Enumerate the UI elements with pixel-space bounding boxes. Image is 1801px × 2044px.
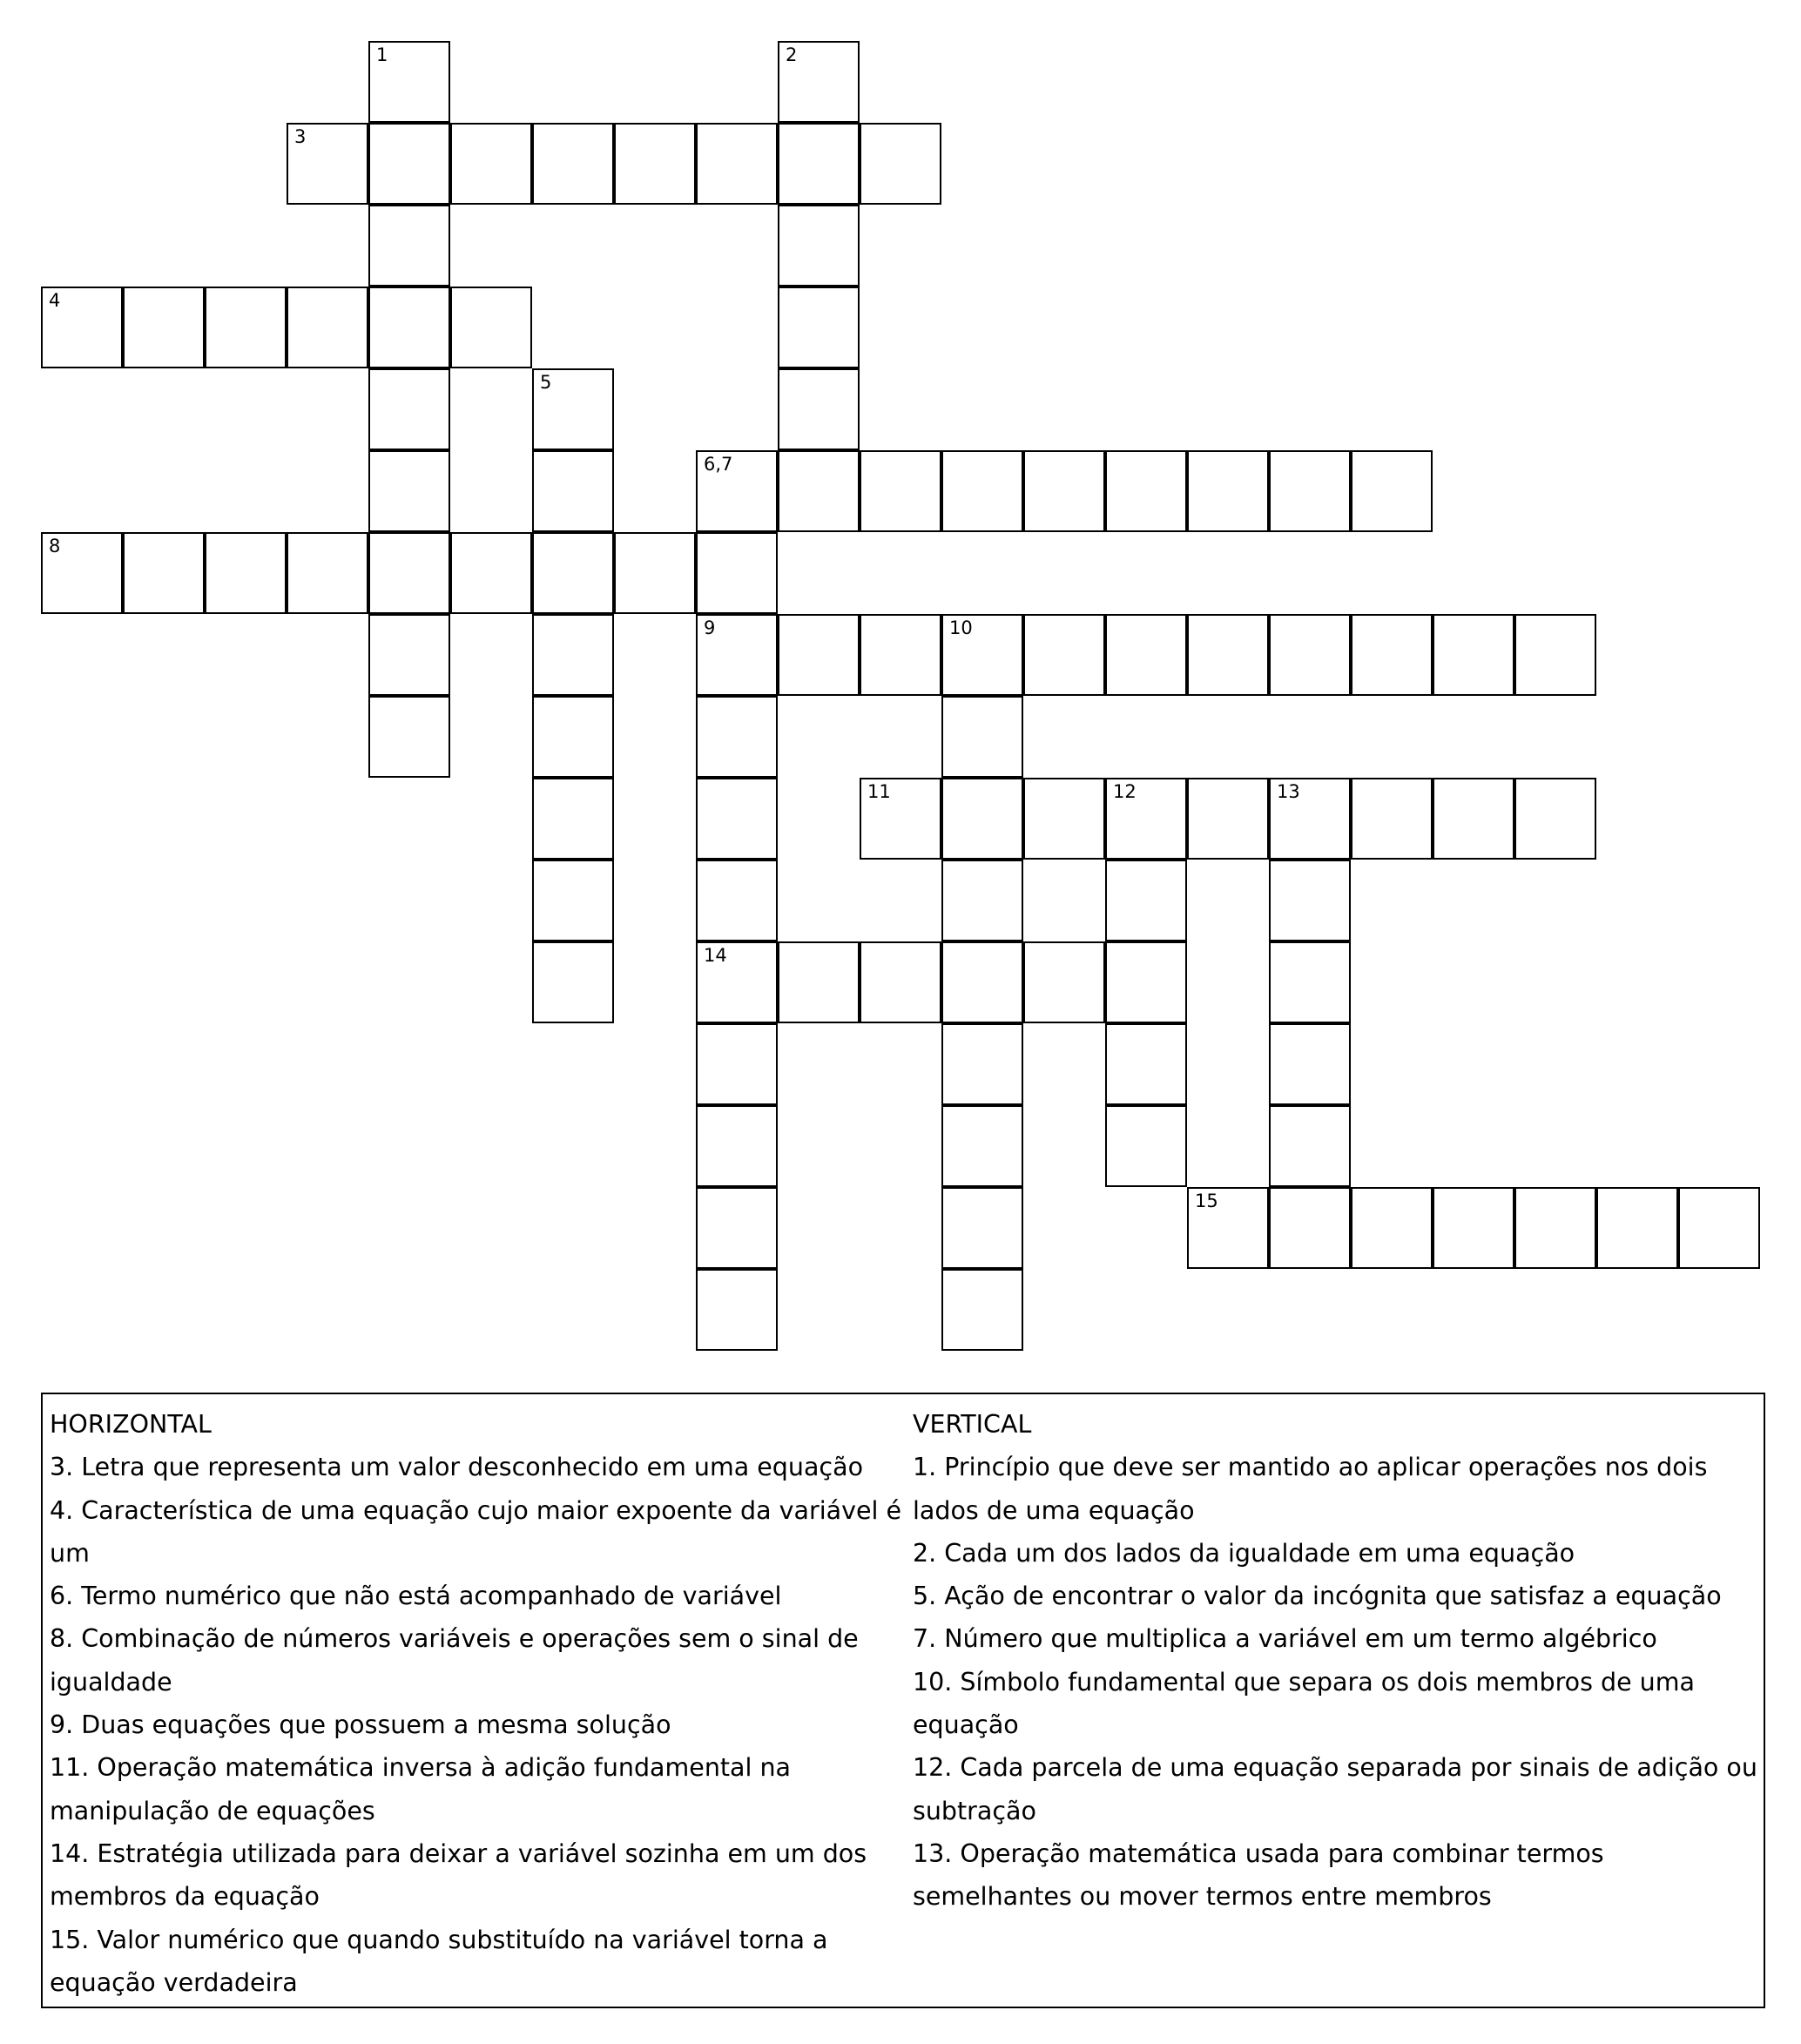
clue-number: 11 [867, 781, 891, 802]
clue-number: 12 [1113, 781, 1137, 802]
clue-4-across: 4. Característica de uma equação cujo maior expoente da variável é um [50, 1495, 902, 1568]
crossword-cell[interactable] [778, 368, 860, 450]
crossword-cell[interactable] [1269, 450, 1351, 532]
crossword-cell[interactable] [1105, 860, 1187, 941]
crossword-cell[interactable] [778, 41, 860, 123]
crossword-cell[interactable] [1269, 1105, 1351, 1187]
crossword-cell[interactable] [696, 696, 778, 778]
clue-15-across: 15. Valor numérico que quando substituído na variável torna a equação verdadeira [50, 1925, 828, 1997]
crossword-cell[interactable] [1433, 778, 1514, 860]
crossword-cell[interactable] [1514, 778, 1596, 860]
crossword-cell[interactable] [287, 287, 368, 368]
crossword-cell[interactable] [1105, 614, 1187, 696]
crossword-cell[interactable] [1105, 450, 1187, 532]
clue-number: 6,7 [704, 454, 733, 475]
crossword-cell[interactable] [778, 205, 860, 287]
crossword-cell[interactable] [1269, 778, 1351, 860]
crossword-cell[interactable] [614, 123, 696, 205]
crossword-cell[interactable] [1514, 1187, 1596, 1269]
crossword-cell[interactable] [123, 532, 205, 614]
clue-number: 4 [49, 290, 61, 311]
crossword-cell[interactable] [368, 205, 450, 287]
clue-8-across: 8. Combinação de números variáveis e operações sem o sinal de igualdade [50, 1624, 859, 1697]
clue-number: 1 [376, 44, 388, 65]
crossword-cell[interactable] [532, 532, 614, 614]
crossword-cell[interactable] [1105, 1105, 1187, 1187]
vertical-clues [913, 1403, 1757, 1919]
crossword-cell[interactable] [778, 123, 860, 205]
crossword-cell[interactable] [1351, 1187, 1433, 1269]
crossword-cell[interactable] [1351, 778, 1433, 860]
crossword-cell[interactable] [1678, 1187, 1760, 1269]
crossword-cell[interactable] [696, 1105, 778, 1187]
crossword-cell[interactable] [778, 614, 860, 696]
crossword-cell[interactable] [941, 1105, 1023, 1187]
crossword-cell[interactable] [1187, 1187, 1269, 1269]
crossword-cell[interactable] [941, 860, 1023, 941]
crossword-cell[interactable] [368, 614, 450, 696]
crossword-cell[interactable] [1105, 941, 1187, 1023]
crossword-cell[interactable] [860, 614, 941, 696]
clue-1-down: 1. Princípio que deve ser mantido ao aplicar operações nos dois lados de uma equação [913, 1453, 1708, 1525]
crossword-cell[interactable] [532, 368, 614, 450]
crossword-cell[interactable] [696, 941, 778, 1023]
crossword-cell[interactable] [778, 941, 860, 1023]
crossword-cell[interactable] [860, 450, 941, 532]
crossword-cell[interactable] [368, 532, 450, 614]
clue-5-down: 5. Ação de encontrar o valor da incógnita que satisfaz a equação [913, 1582, 1722, 1611]
crossword-cell[interactable] [1187, 614, 1269, 696]
clue-3-across: 3. Letra que representa um valor desconhecido em uma equação [50, 1453, 864, 1482]
clue-number: 15 [1195, 1191, 1218, 1211]
crossword-cell[interactable] [368, 450, 450, 532]
crossword-cell[interactable] [450, 532, 532, 614]
crossword-cell[interactable] [1105, 1023, 1187, 1105]
crossword-cell[interactable] [287, 123, 368, 205]
crossword-cell[interactable] [941, 1269, 1023, 1351]
crossword-cell[interactable] [1105, 778, 1187, 860]
crossword-cell[interactable] [205, 532, 287, 614]
crossword-cell[interactable] [778, 287, 860, 368]
clue-12-down: 12. Cada parcela de uma equação separada por sinais de adição ou subtração [913, 1753, 1757, 1825]
crossword-cell[interactable] [696, 614, 778, 696]
crossword-cell[interactable] [1433, 614, 1514, 696]
vertical-heading: VERTICAL [913, 1410, 1032, 1439]
crossword-cell[interactable] [1023, 778, 1105, 860]
crossword-cell[interactable] [1187, 450, 1269, 532]
crossword-cell[interactable] [368, 287, 450, 368]
clue-number: 2 [786, 44, 798, 65]
crossword-cell[interactable] [941, 696, 1023, 778]
crossword-cell[interactable] [368, 368, 450, 450]
crossword-cell[interactable] [696, 450, 778, 532]
crossword-cell[interactable] [1514, 614, 1596, 696]
crossword-cell[interactable] [532, 696, 614, 778]
crossword-cell[interactable] [1023, 941, 1105, 1023]
crossword-cell[interactable] [941, 778, 1023, 860]
crossword-cell[interactable] [1596, 1187, 1678, 1269]
crossword-cell[interactable] [941, 614, 1023, 696]
crossword-cell[interactable] [1269, 614, 1351, 696]
clues-box [41, 1393, 1765, 2008]
crossword-cell[interactable] [941, 1023, 1023, 1105]
clue-number: 14 [704, 945, 727, 966]
clue-13-down: 13. Operação matemática usada para combinar termos semelhantes ou mover termos entre membros [913, 1838, 1604, 1912]
crossword-cell[interactable] [696, 860, 778, 941]
crossword-cell[interactable] [532, 614, 614, 696]
clue-7-down: 7. Número que multiplica a variável em um termo algébrico [913, 1624, 1657, 1654]
crossword-cell[interactable] [368, 123, 450, 205]
crossword-cell[interactable] [532, 941, 614, 1023]
crossword-cell[interactable] [368, 41, 450, 123]
clue-number: 9 [704, 617, 716, 638]
crossword-cell[interactable] [450, 287, 532, 368]
crossword-cell[interactable] [532, 860, 614, 941]
clue-14-across: 14. Estratégia utilizada para deixar a variável sozinha em um dos membros da equação [50, 1838, 867, 1912]
crossword-cell[interactable] [941, 941, 1023, 1023]
crossword-cell[interactable] [1269, 1187, 1351, 1269]
clue-number: 10 [949, 617, 973, 638]
crossword-cell[interactable] [1269, 1023, 1351, 1105]
horizontal-clues [50, 1403, 912, 2004]
crossword-cell[interactable] [1269, 941, 1351, 1023]
clue-number: 3 [294, 126, 307, 147]
clue-11-across: 11. Operação matemática inversa à adição fundamental na manipulação de equações [50, 1753, 792, 1825]
crossword-cell[interactable] [1269, 860, 1351, 941]
clue-number: 8 [49, 536, 61, 557]
clue-9-across: 9. Duas equações que possuem a mesma solução [50, 1710, 671, 1740]
clue-2-down: 2. Cada um dos lados da igualdade em uma equação [913, 1538, 1575, 1568]
crossword-cell[interactable] [696, 778, 778, 860]
crossword-cell[interactable] [532, 123, 614, 205]
crossword-cell[interactable] [1023, 450, 1105, 532]
crossword-cell[interactable] [696, 532, 778, 614]
crossword-cell[interactable] [41, 532, 123, 614]
crossword-cell[interactable] [1023, 614, 1105, 696]
crossword-cell[interactable] [450, 123, 532, 205]
crossword-cell[interactable] [1351, 614, 1433, 696]
crossword-cell[interactable] [696, 1187, 778, 1269]
crossword-cell[interactable] [123, 287, 205, 368]
clue-number: 5 [540, 372, 552, 393]
crossword-cell[interactable] [1433, 1187, 1514, 1269]
crossword-cell[interactable] [532, 778, 614, 860]
crossword-cell[interactable] [532, 450, 614, 532]
crossword-cell[interactable] [860, 778, 941, 860]
crossword-cell[interactable] [860, 941, 941, 1023]
crossword-cell[interactable] [696, 1269, 778, 1351]
crossword-cell[interactable] [696, 123, 778, 205]
crossword-cell[interactable] [368, 696, 450, 778]
clue-6-across: 6. Termo numérico que não está acompanhado de variável [50, 1582, 782, 1611]
horizontal-heading: HORIZONTAL [50, 1410, 212, 1439]
crossword-cell[interactable] [941, 450, 1023, 532]
crossword-cell[interactable] [941, 1187, 1023, 1269]
clue-number: 13 [1277, 781, 1300, 802]
crossword-cell[interactable] [778, 450, 860, 532]
crossword-cell[interactable] [696, 1023, 778, 1105]
crossword-cell[interactable] [614, 532, 696, 614]
crossword-cell[interactable] [1351, 450, 1433, 532]
crossword-cell[interactable] [1187, 778, 1269, 860]
crossword-cell[interactable] [205, 287, 287, 368]
clue-10-down: 10. Símbolo fundamental que separa os dois membros de uma equação [913, 1667, 1695, 1740]
crossword-cell[interactable] [41, 287, 123, 368]
crossword-cell[interactable] [860, 123, 941, 205]
crossword-cell[interactable] [287, 532, 368, 614]
